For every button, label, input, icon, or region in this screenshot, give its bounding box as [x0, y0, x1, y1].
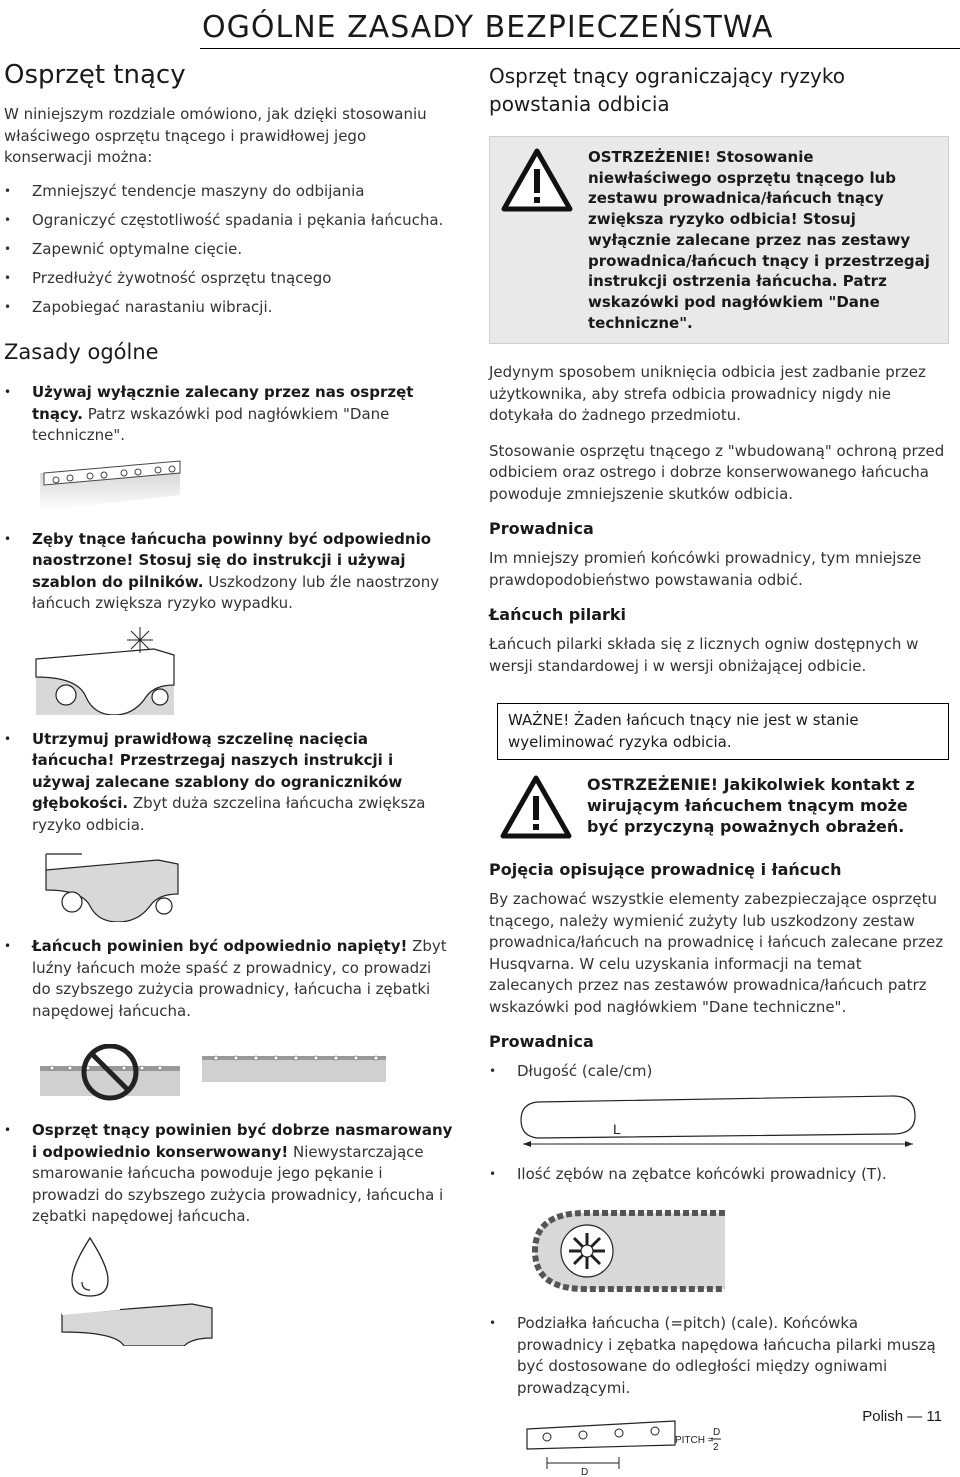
rule-bold: Zęby tnące łańcucha powinny być odpowiednio naostrzone! Stosuj się do instrukcji i używaj szablon do pilników.	[32, 529, 432, 591]
list-item: • Podziałka łańcucha (=pitch) (cale). Końcówka prowadnicy i zębatka napędowa łańcucha pilarki muszą być dostosowane do odległości między ogniwami prowadzącymi.	[489, 1313, 949, 1399]
bar-paragraph: Im mniejszy promień końcówki prowadnicy, tym mniejsze prawdopodobieństwo powstawania odbić.	[489, 549, 922, 589]
length-label: L	[613, 1121, 621, 1138]
right-column	[489, 56, 949, 1477]
important-notice	[497, 703, 949, 760]
list-item: • Długość (cale/cm)	[489, 1061, 949, 1083]
subheading-bar-2: Prowadnica	[489, 1032, 594, 1052]
warning-triangle-icon	[500, 147, 574, 333]
chain-paragraph: Łańcuch pilarki składa się z licznych ogniw dostępnych w wersji standardowej i w wersji obniżającej odbicie.	[489, 635, 919, 675]
rule-item	[4, 1120, 454, 1228]
rule-bold: Używaj wyłącznie zalecany przez nas osprzęt tnący.	[32, 383, 414, 423]
lubrication-illustration	[60, 1236, 220, 1346]
warning-box	[489, 136, 949, 344]
important-text: WAŻNE! Żaden łańcuch tnący nie jest w stanie wyeliminować ryzyka odbicia.	[508, 711, 859, 751]
pitch-d-label: D	[581, 1466, 589, 1477]
chain-illustration	[40, 455, 190, 515]
section-heading-kickback: Osprzęt tnący ograniczający ryzyko powstania odbicia	[489, 64, 845, 116]
pitch-diagram	[525, 1407, 725, 1477]
sprocket-nose-diagram	[525, 1193, 725, 1303]
rule-bold: Utrzymuj prawidłową szczelinę nacięcia łańcucha! Przestrzegaj naszych instrukcji i używaj zalecane szablony do ograniczników głębokości.	[32, 729, 403, 812]
depth-gauge-illustration	[38, 850, 188, 922]
page-footer: Polish — 11	[862, 1408, 942, 1425]
rules-list-4	[4, 936, 454, 1022]
page-title: OGÓLNE ZASADY BEZPIECZEŃSTWA	[202, 10, 774, 45]
bar-spec-list-2	[489, 1164, 949, 1186]
list-item: • Ilość zębów na zębatce końcówki prowadnicy (T).	[489, 1164, 949, 1186]
rules-list-5	[4, 1120, 454, 1228]
pitch-numerator: D	[713, 1426, 721, 1438]
kickback-paragraph-2: Stosowanie osprzętu tnącego z "wbudowaną" ochroną przed odbiciem oraz ostrego i dobrze konserwowanego łańcucha powoduje zmniejszenie skutków odbicia.	[489, 441, 945, 503]
rule-text: Uszkodzony lub źle naostrzony łańcuch zwiększa ryzyko wypadku.	[32, 572, 440, 612]
kickback-paragraph-1: Jedynym sposobem uniknięcia odbicia jest zadbanie przez użytkownika, aby strefa odbicia prowadnicy nigdy nie dotykała do żadnego przedmiotu.	[489, 363, 926, 425]
warning-contact	[489, 770, 949, 848]
list-item: • Zmniejszyć tendencje maszyny do odbijania	[4, 181, 454, 203]
rule-item	[4, 729, 454, 837]
warning-label: OSTRZEŻENIE!	[588, 148, 711, 166]
rule-text: Zbyt luźny łańcuch może spaść z prowadnicy, co prowadzi do szybszego zużycia prowadnicy, łańcucha i zębatki napędowej łańcucha.	[32, 937, 447, 1020]
bar-length-diagram	[513, 1090, 933, 1154]
left-column	[4, 56, 454, 1360]
page-header	[200, 8, 960, 49]
bar-spec-list	[489, 1061, 949, 1083]
list-item: • Przedłużyć żywotność osprzętu tnącego	[4, 268, 454, 290]
warning-text	[588, 147, 938, 333]
chain-tension-illustration	[40, 1044, 460, 1106]
terms-paragraph: By zachować wszystkie elementy zabezpieczające osprzętu tnącego, należy wymienić zużyty lub uszkodzony zestaw prowadnica/łańcuch na prowadnicę i łańcuch zalecane przez Husqvarna. W celu uzyskania informacji na temat zalecanych przez nas zestawów prowadnica/łańcuch patrz wskazówki pod nagłówkiem "Dane techniczne".	[489, 890, 944, 1016]
rules-list-2	[4, 529, 454, 615]
rule-item	[4, 529, 454, 615]
pitch-formula-label: PITCH =	[675, 1434, 714, 1446]
subheading-chain: Łańcuch pilarki	[489, 605, 627, 625]
sharpened-tooth-illustration	[34, 625, 184, 715]
intro-paragraph: W niniejszym rozdziale omówiono, jak dzięki stosowaniu właściwego osprzętu tnącego i prawidłowej jego konserwacji można:	[4, 105, 427, 166]
rule-item	[4, 382, 454, 447]
subheading-terms: Pojęcia opisujące prowadnicę i łańcuch	[489, 860, 842, 880]
subheading-bar: Prowadnica	[489, 519, 594, 539]
warning-triangle-icon	[499, 774, 573, 844]
rules-list-1	[4, 382, 454, 447]
warning-contact-text: OSTRZEŻENIE! Jakikolwiek kontakt z wirującym łańcuchem tnącym może być przyczyną poważnych obrażeń.	[587, 775, 915, 837]
warning-body: Stosowanie niewłaściwego osprzętu tnącego lub zestawu prowadnica/łańcuch tnący zwiększa ryzyko odbicia! Stosuj wyłącznie zalecane przez nas zestawy prowadnica/łańcuch tnący i przestrzegaj instrukcji ostrzenia łańcucha. Patrz wskazówki pod nagłówkiem "Dane techniczne".	[588, 148, 930, 332]
rule-bold: Osprzęt tnący powinien być dobrze nasmarowany i odpowiednio konserwowany!	[32, 1121, 453, 1161]
rule-text: Niewystarczające smarowanie łańcucha powoduje jego pękanie i prowadzi do szybszego zużycia prowadnicy, łańcucha i zębatki napędowej łańcucha.	[32, 1142, 444, 1225]
pitch-denominator: 2	[713, 1441, 719, 1453]
rule-item	[4, 936, 454, 1022]
list-item: • Zapobiegać narastaniu wibracji.	[4, 297, 454, 319]
rule-text: Zbyt duża szczelina łańcucha zwiększa ryzyko odbicia.	[32, 794, 426, 834]
rule-text: Patrz wskazówki pod nagłówkiem "Dane techniczne".	[32, 404, 390, 444]
section-heading-general-rules: Zasady ogólne	[4, 340, 159, 364]
bar-spec-list-3	[489, 1313, 949, 1399]
list-item: • Zapewnić optymalne cięcie.	[4, 239, 454, 261]
section-heading-cutting-equipment: Osprzęt tnący	[4, 60, 186, 90]
intro-bullet-list	[4, 181, 454, 319]
rule-bold: Łańcuch powinien być odpowiednio napięty!	[32, 937, 408, 955]
rules-list-3	[4, 729, 454, 837]
list-item: • Ograniczyć częstotliwość spadania i pękania łańcucha.	[4, 210, 454, 232]
